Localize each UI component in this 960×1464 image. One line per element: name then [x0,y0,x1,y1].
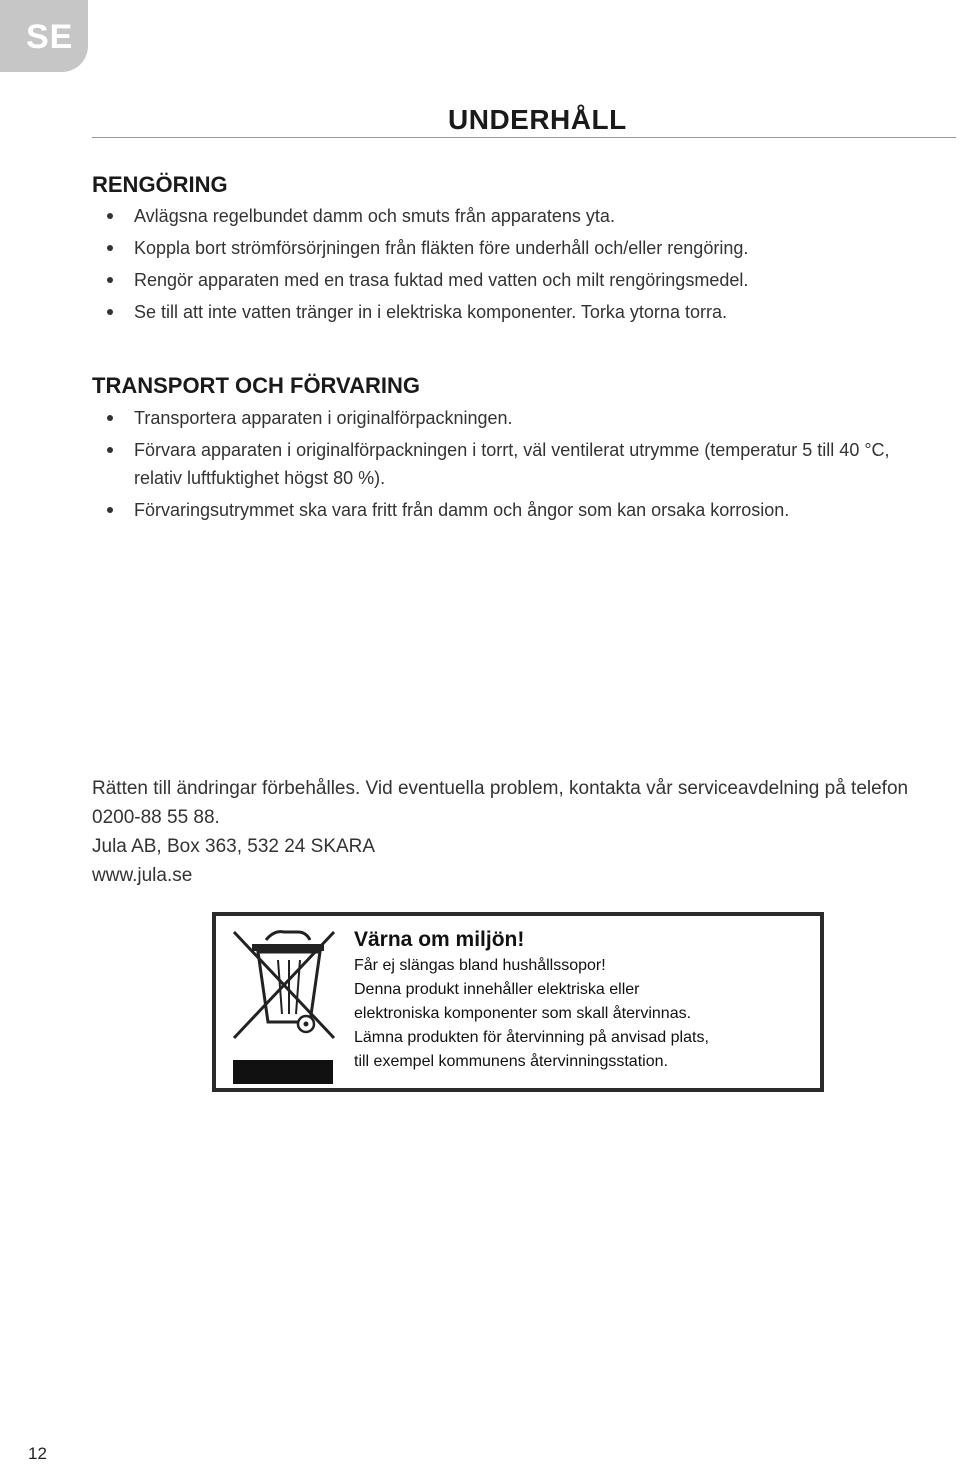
section-heading-cleaning: RENGÖRING [92,172,228,197]
list-item [92,298,912,326]
environment-notice-box [212,912,824,1092]
page-title: UNDERHÅLL [448,104,627,135]
list-item [92,234,912,262]
title-divider [92,137,956,138]
footer-contact [92,774,932,890]
bullet-icon [107,415,113,421]
language-code: SE [26,18,74,56]
list-item-text: Förvara apparaten i originalförpackningen i torrt, väl ventilerat utrymme (temperatur 5 till 40 °C, relativ luftfuktighet högst 80 %). [134,440,890,488]
list-item-text: Avlägsna regelbundet damm och smuts från apparatens yta. [134,206,615,226]
environment-line: elektroniska komponenter som skall återvinnas. [354,1005,692,1022]
footer-address: Jula AB, Box 363, 532 24 SKARA [92,836,376,857]
footer-website: www.jula.se [92,865,193,886]
bullet-icon [107,507,113,513]
bullet-icon [107,213,113,219]
list-item [92,436,912,492]
list-item [92,496,912,524]
environment-line: Får ej slängas bland hushållssopor! [354,957,606,974]
environment-line: Lämna produkten för återvinning på anvisad plats, [354,1029,709,1046]
environment-line: Denna produkt innehåller elektriska eller [354,981,640,998]
list-item [92,404,912,432]
bullet-icon [107,245,113,251]
list-item-text: Rengör apparaten med en trasa fuktad med vatten och milt rengöringsmedel. [134,270,749,290]
list-item-text: Förvaringsutrymmet ska vara fritt från damm och ångor som kan orsaka korrosion. [134,500,790,520]
bullet-icon [107,447,113,453]
list-item-text: Se till att inte vatten tränger in i elektriska komponenter. Torka ytorna torra. [134,302,727,322]
page-number: 12 [28,1444,47,1463]
crossed-out-wheelie-bin-icon [226,924,346,1086]
list-item-text: Transportera apparaten i originalförpackningen. [134,408,513,428]
list-item-text: Koppla bort strömförsörjningen från fläkten före underhåll och/eller rengöring. [134,238,749,258]
section-heading-transport: TRANSPORT OCH FÖRVARING [92,373,420,398]
footer-notice: Rätten till ändringar förbehålles. Vid eventuella problem, kontakta vår serviceavdelning på telefon 0200-88 55 88. [92,778,909,828]
list-item [92,266,912,294]
environment-heading: Värna om miljön! [354,928,525,951]
bullet-icon [107,277,113,283]
cleaning-list [92,202,912,330]
transport-list [92,404,912,528]
list-item [92,202,912,230]
environment-line: till exempel kommunens återvinningsstation. [354,1053,668,1070]
language-tab [0,0,88,72]
bullet-icon [107,309,113,315]
environment-text [354,928,814,1074]
